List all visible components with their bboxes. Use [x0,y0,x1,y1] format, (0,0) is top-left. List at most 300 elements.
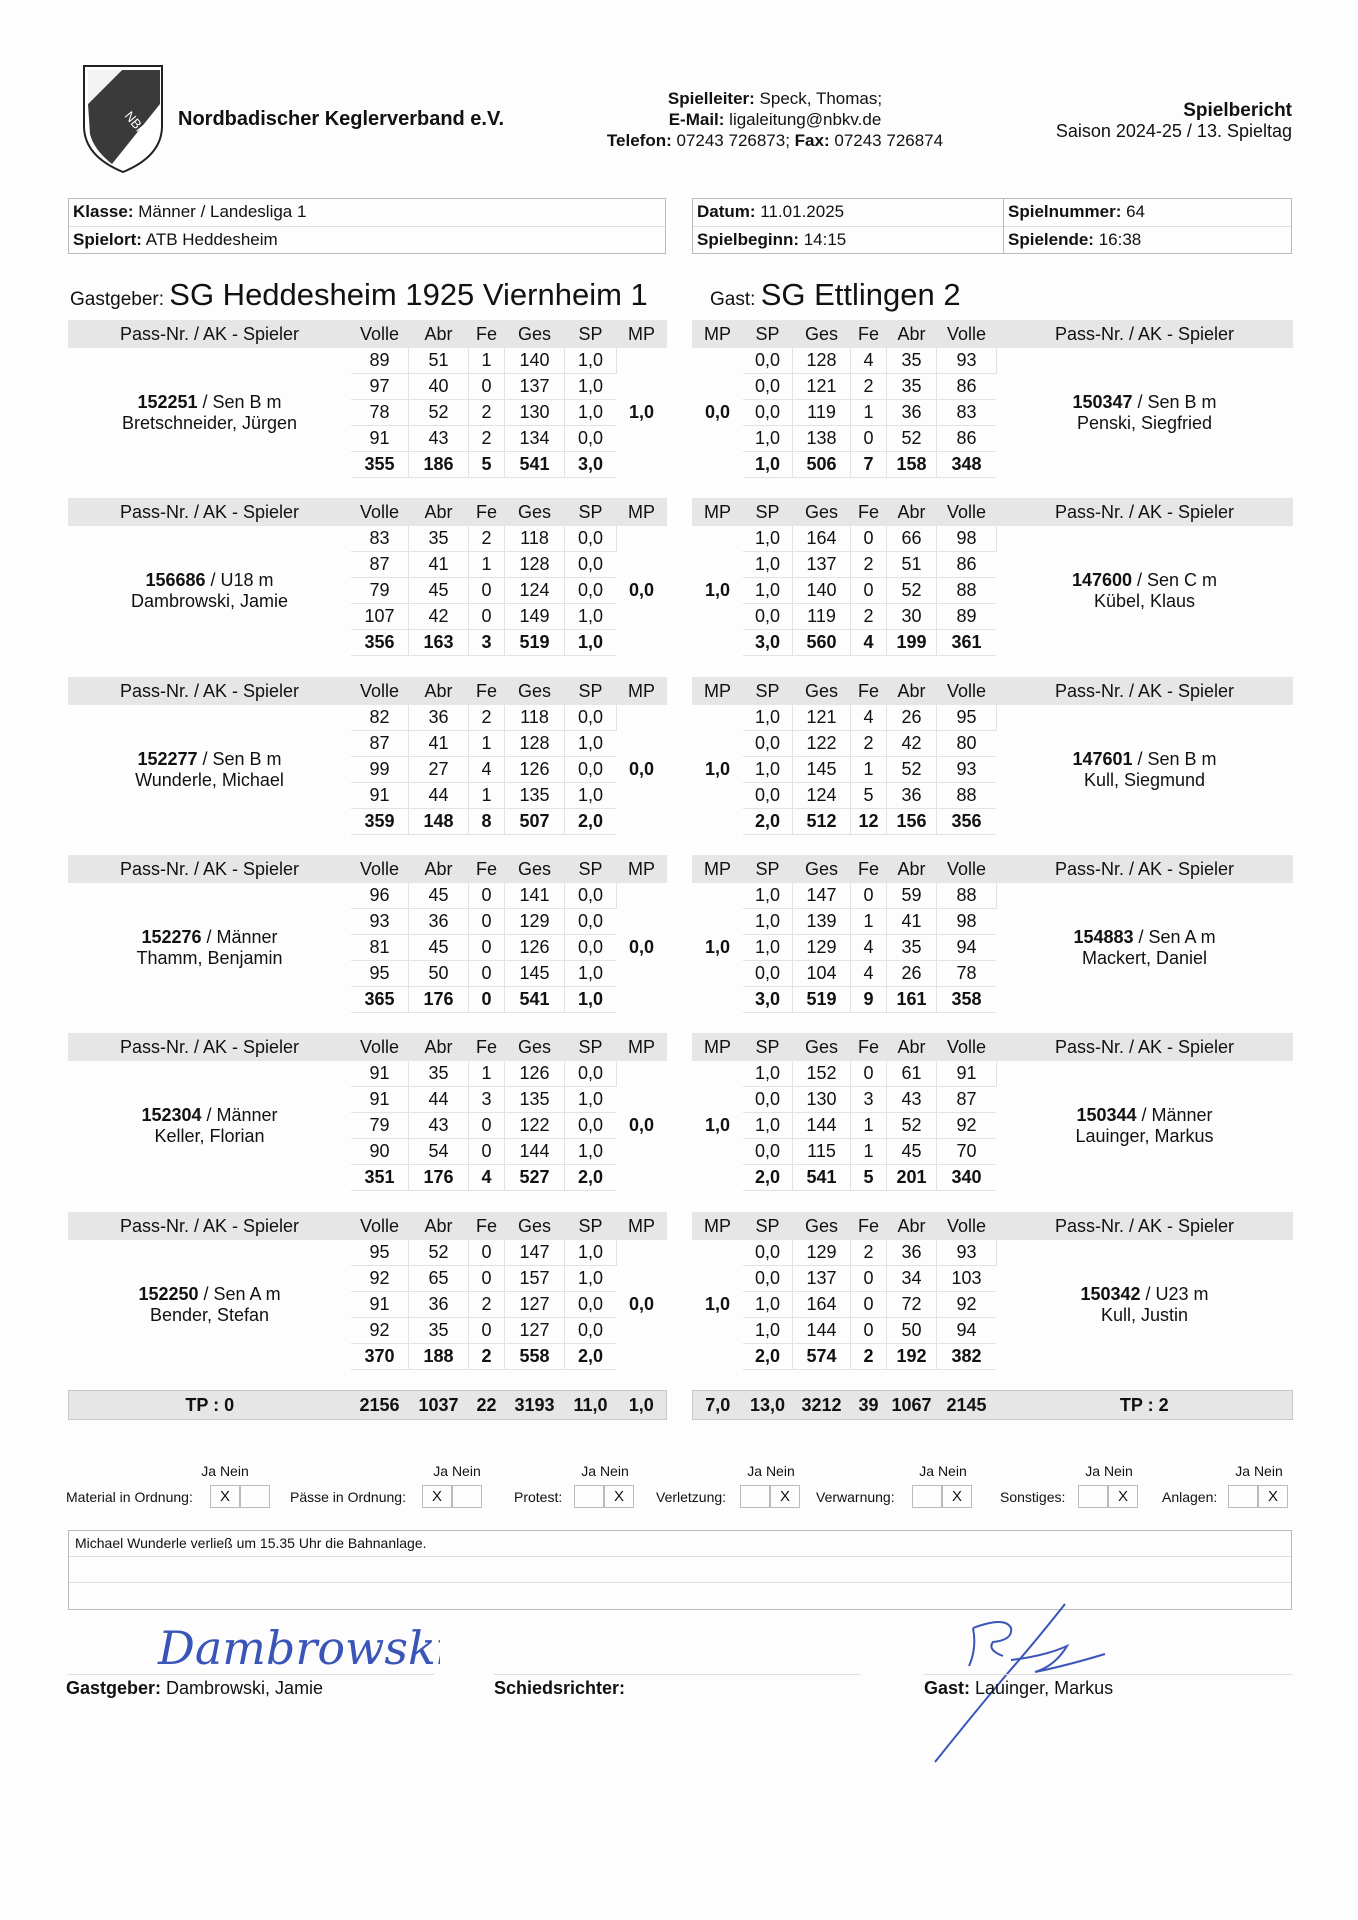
guest-sign-label: Gast: [924,1678,971,1698]
referee-sign-label: Schiedsrichter: [494,1678,626,1698]
host-signature-label [66,1678,323,1699]
yes-checkbox[interactable] [1228,1485,1258,1508]
col-ges-header: Ges [505,678,565,705]
match-point: 1,0 [693,526,743,656]
total-ges: 541 [505,452,565,478]
col-ges-header: Ges [793,678,851,705]
lane-fe: 4 [851,935,887,961]
host-total-sp: 11,0 [573,1394,608,1415]
host-totals-row [68,1390,667,1420]
col-volle-header: Volle [937,499,997,526]
yes-checkbox[interactable] [912,1485,942,1508]
age-class: / Sen C m [1132,569,1218,590]
lane-abr: 54 [409,1139,469,1165]
lane-sp: 1,0 [743,935,793,961]
match-class-venue [68,198,666,254]
lane-volle: 86 [937,374,997,400]
total-sp: 2,0 [743,1165,793,1191]
lane-ges: 164 [793,526,851,552]
lane-sp: 0,0 [743,1266,793,1292]
total-volle: 348 [937,452,997,478]
col-ges-header: Ges [505,499,565,526]
class-value: Männer / Landesliga 1 [133,202,307,221]
lane-sp: 1,0 [565,731,617,757]
host-player-info [69,705,351,835]
lane-fe: 0 [851,1292,887,1318]
total-abr: 163 [409,630,469,656]
age-class: / U23 m [1140,1283,1209,1304]
col-player-header: Pass-Nr. / AK - Spieler [997,678,1293,705]
report-heading [1010,100,1292,142]
lane-ges: 115 [793,1139,851,1165]
check-label: Anlagen: [1162,1489,1218,1505]
host-total-fe: 22 [476,1394,497,1415]
lane-ges: 134 [505,426,565,452]
total-abr: 199 [887,630,937,656]
col-mp-header: MP [617,678,667,705]
total-volle: 340 [937,1165,997,1191]
lane-sp: 1,0 [565,604,617,630]
player-name: Wunderle, Michael [135,769,284,790]
phone-value: 07243 726873; [671,131,795,150]
lane-sp: 0,0 [743,783,793,809]
lane-fe: 0 [469,1318,505,1344]
guest-player-block [692,498,1293,656]
lane-sp: 1,0 [565,374,617,400]
lane-fe: 1 [469,348,505,374]
total-ges: 541 [505,987,565,1013]
lane-volle: 81 [351,935,409,961]
guest-total-sp: 13,0 [749,1394,786,1415]
lane-ges: 144 [793,1113,851,1139]
total-sp: 2,0 [565,809,617,835]
col-sp-header: SP [743,678,793,705]
col-ges-header: Ges [793,856,851,883]
age-class: / U18 m [205,569,274,590]
col-sp-header: SP [743,1034,793,1061]
yes-no-header: Ja Nein [1085,1463,1133,1479]
guest-total-volle: 2145 [946,1394,987,1415]
lane-ges: 126 [505,1061,565,1087]
host-signature [150,1618,440,1678]
lane-ges: 128 [793,348,851,374]
match-number-end [1004,198,1292,254]
start-value: 14:15 [799,230,847,249]
col-abr-header: Abr [409,856,469,883]
lane-abr: 43 [409,1113,469,1139]
host-total-mp: 1,0 [628,1394,654,1415]
yes-no-header: Ja Nein [919,1463,967,1479]
total-volle: 361 [937,630,997,656]
col-mp-header: MP [617,1213,667,1240]
check-label: Verletzung: [656,1489,727,1505]
no-checkbox[interactable]: X [1258,1485,1288,1508]
total-fe: 7 [851,452,887,478]
lane-abr: 44 [409,1087,469,1113]
lane-ges: 145 [505,961,565,987]
col-fe-header: Fe [469,1213,505,1240]
total-ges: 574 [793,1344,851,1370]
no-checkbox[interactable]: X [770,1485,800,1508]
lane-fe: 3 [851,1087,887,1113]
lane-ges: 130 [505,400,565,426]
total-abr: 201 [887,1165,937,1191]
col-volle-header: Volle [351,856,409,883]
lane-fe: 0 [851,1318,887,1344]
lane-abr: 35 [409,1318,469,1344]
total-ges: 541 [793,1165,851,1191]
lane-fe: 0 [469,935,505,961]
lane-ges: 128 [505,552,565,578]
lane-fe: 3 [469,1087,505,1113]
leader-label: Spielleiter: [667,89,755,108]
player-name: Penski, Siegfried [1076,412,1213,433]
lane-fe: 0 [851,426,887,452]
lane-ges: 119 [793,400,851,426]
col-ges-header: Ges [793,1034,851,1061]
lane-sp: 0,0 [743,1240,793,1266]
total-abr: 176 [409,987,469,1013]
yes-checkbox[interactable] [1078,1485,1108,1508]
host-sign-label: Gastgeber: [66,1678,162,1698]
no-checkbox[interactable] [240,1485,270,1508]
host-player-info [69,1240,351,1370]
lane-sp: 1,0 [743,1061,793,1087]
no-checkbox[interactable] [452,1485,482,1508]
col-abr-header: Abr [887,1034,937,1061]
col-mp-header: MP [617,856,667,883]
lane-fe: 2 [851,1240,887,1266]
age-class: / Sen A m [198,1283,281,1304]
match-point: 0,0 [617,526,667,656]
lane-abr: 36 [887,783,937,809]
lane-abr: 52 [887,578,937,604]
yes-checkbox[interactable] [574,1485,604,1508]
col-volle-header: Volle [937,1034,997,1061]
lane-volle: 98 [937,909,997,935]
lane-ges: 147 [793,883,851,909]
league-contact [560,88,990,151]
lane-sp: 0,0 [743,604,793,630]
lane-sp: 0,0 [565,1113,617,1139]
lane-volle: 95 [351,1240,409,1266]
total-sp: 3,0 [565,452,617,478]
col-sp-header: SP [565,321,617,348]
no-checkbox[interactable]: X [942,1485,972,1508]
col-volle-header: Volle [351,499,409,526]
total-volle: 355 [351,452,409,478]
guest-total-fe: 39 [858,1394,879,1415]
lane-volle: 90 [351,1139,409,1165]
lane-sp: 1,0 [565,348,617,374]
pass-number: 154883 [1073,926,1134,947]
host-player-block [68,855,667,1013]
lane-volle: 92 [937,1113,997,1139]
lane-abr: 35 [887,935,937,961]
lane-abr: 36 [409,1292,469,1318]
lane-ges: 124 [793,783,851,809]
lane-ges: 145 [793,757,851,783]
col-player-header: Pass-Nr. / AK - Spieler [997,1034,1293,1061]
lane-volle: 94 [937,1318,997,1344]
total-abr: 148 [409,809,469,835]
referee-signature-line [494,1674,860,1675]
guest-player-info [997,705,1293,835]
match-point: 0,0 [693,348,743,478]
col-player-header: Pass-Nr. / AK - Spieler [69,678,351,705]
lane-fe: 2 [851,374,887,400]
col-fe-header: Fe [851,321,887,348]
lane-abr: 45 [409,935,469,961]
number-label: Spielnummer: [1008,202,1122,221]
lane-abr: 51 [887,552,937,578]
lane-ges: 138 [793,426,851,452]
guest-player-block [692,1033,1293,1191]
col-player-header: Pass-Nr. / AK - Spieler [997,499,1293,526]
lane-sp: 0,0 [743,731,793,757]
guest-player-block [692,1212,1293,1370]
lane-volle: 92 [351,1266,409,1292]
col-sp-header: SP [565,499,617,526]
total-sp: 2,0 [743,809,793,835]
lane-abr: 36 [409,705,469,731]
number-value: 64 [1121,202,1145,221]
lane-abr: 42 [409,604,469,630]
lane-volle: 82 [351,705,409,731]
yes-checkbox[interactable]: X [422,1485,452,1508]
lane-fe: 1 [851,1113,887,1139]
lane-fe: 0 [851,1061,887,1087]
total-abr: 158 [887,452,937,478]
email-value: ligaleitung@nbkv.de [724,110,882,129]
lane-ges: 149 [505,604,565,630]
lane-ges: 122 [793,731,851,757]
lane-sp: 1,0 [565,1087,617,1113]
remark-line [69,1557,1291,1583]
guest-tp: TP : 2 [1119,1394,1169,1415]
age-class: / Sen B m [1132,391,1217,412]
total-volle: 356 [351,630,409,656]
lane-abr: 61 [887,1061,937,1087]
age-class: / Männer [201,926,278,947]
end-label: Spielende: [1008,230,1094,249]
total-sp: 3,0 [743,630,793,656]
lane-ges: 141 [505,883,565,909]
col-mp-header: MP [693,678,743,705]
lane-volle: 95 [937,705,997,731]
lane-fe: 2 [469,426,505,452]
guest-player-info [997,526,1293,656]
lane-ges: 164 [793,1292,851,1318]
col-mp-header: MP [693,1213,743,1240]
lane-ges: 140 [505,348,565,374]
lane-fe: 0 [851,883,887,909]
total-volle: 382 [937,1344,997,1370]
col-volle-header: Volle [351,1213,409,1240]
lane-volle: 93 [937,1240,997,1266]
pass-number: 150347 [1072,391,1133,412]
col-sp-header: SP [743,1213,793,1240]
lane-abr: 35 [887,348,937,374]
col-ges-header: Ges [793,499,851,526]
lane-volle: 88 [937,783,997,809]
col-volle-header: Volle [937,1213,997,1240]
host-total-volle: 2156 [359,1394,400,1415]
col-abr-header: Abr [887,856,937,883]
player-name: Kübel, Klaus [1093,590,1196,611]
age-class: / Sen B m [197,748,282,769]
lane-sp: 0,0 [565,1061,617,1087]
lane-sp: 1,0 [565,1266,617,1292]
col-fe-header: Fe [469,1034,505,1061]
lane-fe: 0 [851,526,887,552]
total-sp: 2,0 [743,1344,793,1370]
lane-fe: 0 [851,578,887,604]
lane-sp: 0,0 [565,526,617,552]
lane-ges: 119 [793,604,851,630]
col-sp-header: SP [743,321,793,348]
total-ges: 512 [793,809,851,835]
lane-volle: 88 [937,578,997,604]
lane-sp: 0,0 [565,883,617,909]
col-fe-header: Fe [851,1213,887,1240]
lane-ges: 137 [793,552,851,578]
lane-sp: 1,0 [743,578,793,604]
start-label: Spielbeginn: [697,230,799,249]
organisation-name: Nordbadischer Keglerverband e.V. [178,108,505,130]
lane-fe: 4 [851,961,887,987]
svg-text:NBKV: NBKV [121,108,156,146]
guest-signature-line [924,1674,1292,1675]
col-abr-header: Abr [887,499,937,526]
lane-fe: 1 [851,1139,887,1165]
lane-volle: 88 [937,883,997,909]
lane-volle: 80 [937,731,997,757]
host-label: Gastgeber: [70,289,170,310]
lane-ges: 139 [793,909,851,935]
no-checkbox[interactable]: X [1108,1485,1138,1508]
lane-volle: 83 [937,400,997,426]
class-label: Klasse: [73,202,134,221]
lane-sp: 1,0 [743,757,793,783]
lane-ges: 144 [505,1139,565,1165]
total-abr: 161 [887,987,937,1013]
lane-abr: 50 [409,961,469,987]
pass-number: 152276 [141,926,202,947]
guest-total-mp: 7,0 [705,1394,731,1415]
col-abr-header: Abr [409,678,469,705]
host-player-block [68,1212,667,1370]
player-name: Kull, Justin [1100,1304,1189,1325]
lane-abr: 41 [409,552,469,578]
lane-abr: 26 [887,705,937,731]
total-ges: 507 [505,809,565,835]
lane-abr: 41 [409,731,469,757]
guest-player-info [997,1240,1293,1370]
lane-ges: 104 [793,961,851,987]
guest-sign-name: Lauinger, Markus [970,1678,1114,1698]
col-player-header: Pass-Nr. / AK - Spieler [997,1213,1293,1240]
check-label: Protest: [514,1489,563,1505]
yes-checkbox[interactable]: X [210,1485,240,1508]
no-checkbox[interactable]: X [604,1485,634,1508]
player-name: Mackert, Daniel [1081,947,1208,968]
col-mp-header: MP [617,499,667,526]
lane-ges: 124 [505,578,565,604]
lane-sp: 1,0 [743,426,793,452]
col-abr-header: Abr [409,1213,469,1240]
lane-fe: 0 [469,883,505,909]
remarks-box [68,1530,1292,1610]
lane-volle: 87 [351,731,409,757]
lane-volle: 89 [937,604,997,630]
lane-abr: 40 [409,374,469,400]
nbkv-logo [82,64,164,174]
col-volle-header: Volle [351,1034,409,1061]
lane-sp: 1,0 [565,961,617,987]
lane-sp: 0,0 [565,909,617,935]
guest-player-block [692,677,1293,835]
pass-number: 150342 [1080,1283,1141,1304]
lane-abr: 45 [887,1139,937,1165]
lane-abr: 44 [409,783,469,809]
lane-volle: 91 [351,426,409,452]
total-fe: 2 [469,1344,505,1370]
host-player-info [69,883,351,1013]
lane-sp: 1,0 [743,909,793,935]
total-fe: 4 [469,1165,505,1191]
fax-value: 07243 726874 [829,131,944,150]
date-label: Datum: [697,202,756,221]
lane-sp: 0,0 [743,374,793,400]
col-abr-header: Abr [887,1213,937,1240]
col-ges-header: Ges [793,321,851,348]
pass-number: 152304 [141,1104,202,1125]
col-sp-header: SP [565,1034,617,1061]
lane-fe: 2 [469,1292,505,1318]
col-ges-header: Ges [505,321,565,348]
col-sp-header: SP [565,1213,617,1240]
lane-sp: 0,0 [565,578,617,604]
lane-sp: 1,0 [743,526,793,552]
lane-volle: 91 [937,1061,997,1087]
col-player-header: Pass-Nr. / AK - Spieler [997,856,1293,883]
lane-fe: 2 [851,604,887,630]
lane-ges: 126 [505,935,565,961]
report-title: Spielbericht [1183,100,1292,121]
yes-checkbox[interactable] [740,1485,770,1508]
lane-fe: 0 [469,909,505,935]
lane-sp: 0,0 [743,400,793,426]
col-abr-header: Abr [887,678,937,705]
guest-team-title [710,277,961,313]
lane-abr: 35 [409,526,469,552]
lane-fe: 1 [469,1061,505,1087]
lane-ges: 121 [793,374,851,400]
col-volle-header: Volle [937,321,997,348]
col-fe-header: Fe [469,321,505,348]
venue-value: ATB Heddesheim [141,230,278,249]
col-fe-header: Fe [851,856,887,883]
total-ges: 558 [505,1344,565,1370]
lane-sp: 1,0 [565,400,617,426]
lane-sp: 0,0 [565,426,617,452]
host-total-abr: 1037 [418,1394,459,1415]
match-point: 0,0 [617,1240,667,1370]
col-sp-header: SP [743,499,793,526]
lane-fe: 4 [851,348,887,374]
lane-fe: 2 [469,705,505,731]
